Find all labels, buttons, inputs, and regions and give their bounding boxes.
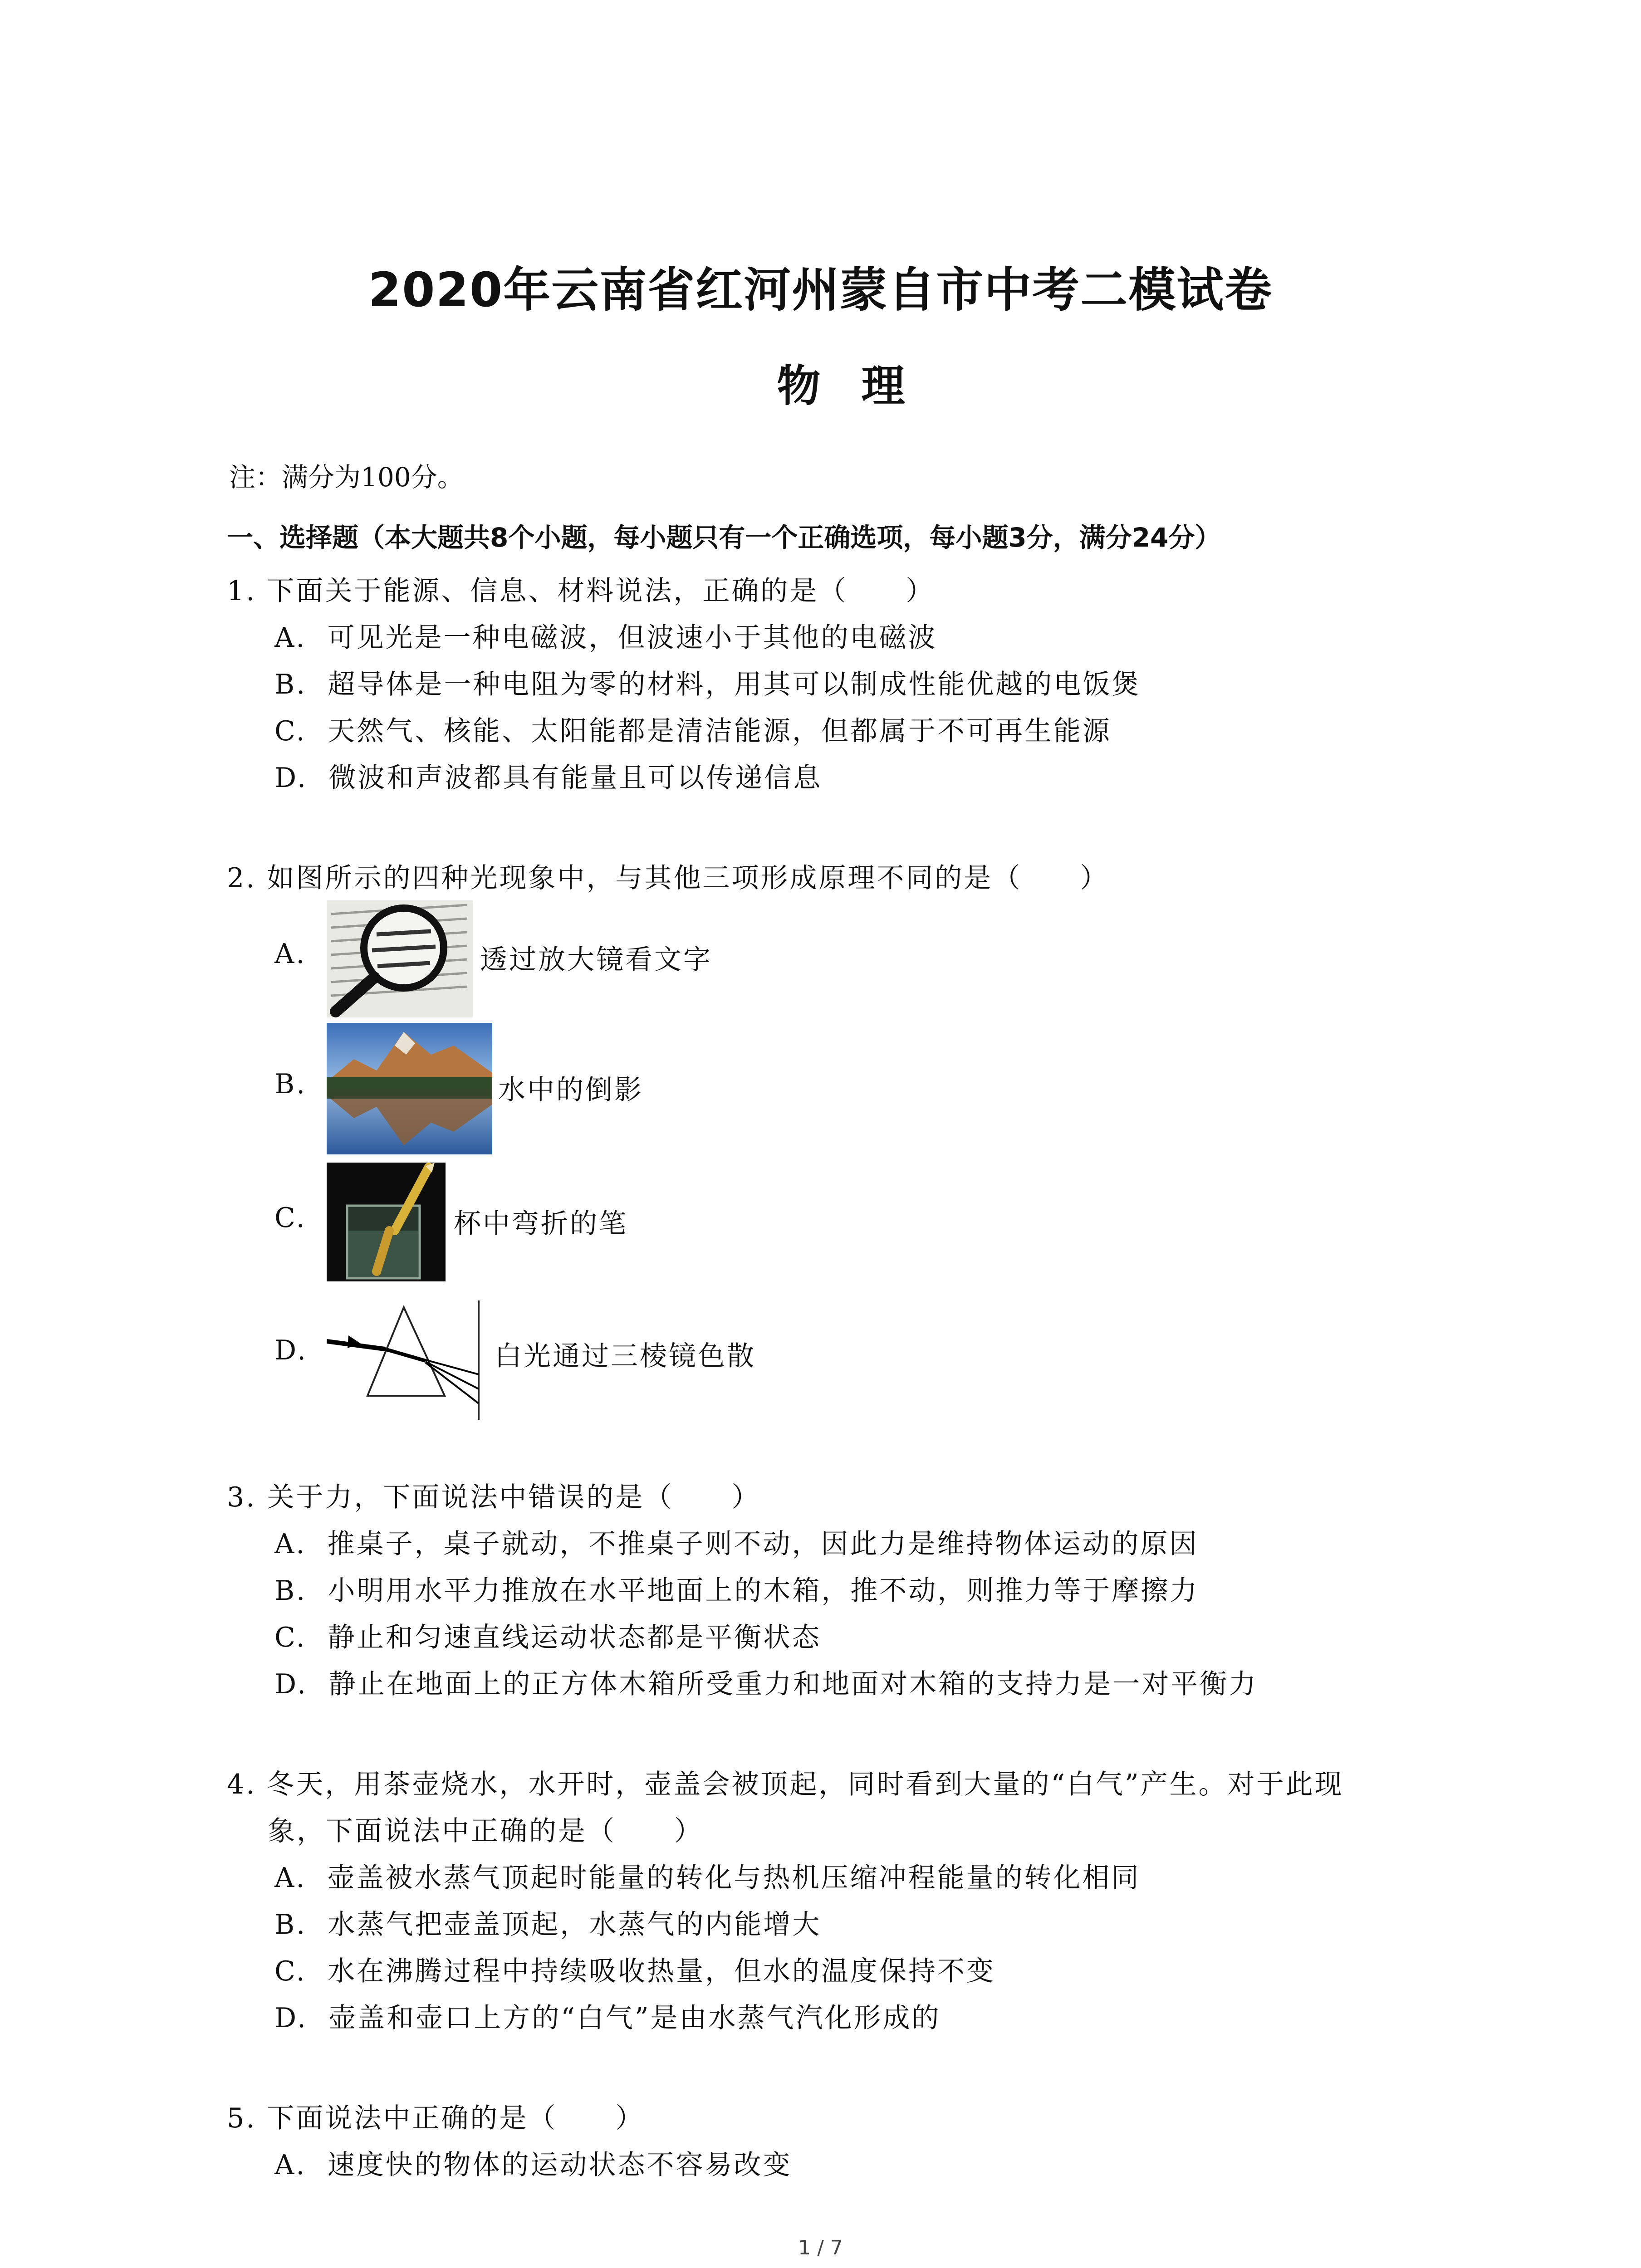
water-reflection-image: [327, 1023, 492, 1154]
question-stem-line-2: 象，下面说法中正确的是（ ）: [268, 1815, 703, 1847]
option-text: 推桌子，桌子就动，不推桌子则不动，因此力是维持物体运动的原因: [327, 1528, 1199, 1560]
option-text: 水蒸气把壶盖顶起，水蒸气的内能增大: [328, 1909, 822, 1941]
prism-dispersion-image: [327, 1298, 485, 1422]
option-d[interactable]: [274, 1662, 1258, 1701]
option-letter: A.: [274, 1862, 307, 1894]
option-text: 小明用水平力推放在水平地面上的木箱，推不动，则推力等于摩擦力: [328, 1575, 1199, 1607]
option-a-text: 透过放大镜看文字: [480, 944, 712, 976]
option-d-letter[interactable]: D.: [274, 1334, 308, 1366]
option-b[interactable]: [274, 1569, 1199, 1608]
option-a[interactable]: [274, 1522, 1199, 1561]
option-text: 超导体是一种电阻为零的材料，用其可以制成性能优越的电饭煲: [328, 669, 1141, 700]
option-d-text: 白光通过三棱镜色散: [495, 1340, 756, 1372]
option-text: 静止和匀速直线运动状态都是平衡状态: [328, 1622, 821, 1653]
page-title: 2020年云南省红河州蒙自市中考二模试卷: [368, 262, 1273, 318]
option-letter: B.: [274, 669, 307, 700]
option-text: 静止在地面上的正方体木箱所受重力和地面对木箱的支持力是一对平衡力: [328, 1668, 1258, 1700]
option-letter: D.: [274, 2002, 308, 2034]
option-c[interactable]: [274, 709, 1112, 748]
option-letter: A.: [274, 622, 307, 654]
question-stem: 5. 下面说法中正确的是（ ）: [227, 2102, 645, 2134]
option-text: 壶盖被水蒸气顶起时能量的转化与热机压缩冲程能量的转化相同: [327, 1862, 1141, 1894]
option-letter: C.: [274, 1955, 307, 1987]
magnifier-image: [327, 900, 473, 1017]
option-c-letter[interactable]: C.: [274, 1202, 307, 1234]
option-letter: D.: [274, 1668, 308, 1700]
question-stem: 1. 下面关于能源、信息、材料说法，正确的是（ ）: [227, 575, 935, 607]
option-letter: C.: [274, 715, 307, 747]
section-heading: 一、选择题（本大题共8个小题，每小题只有一个正确选项，每小题3分，满分24分）: [227, 522, 1221, 553]
option-a[interactable]: [274, 2143, 792, 2182]
pencil-in-cup-image: [327, 1163, 446, 1281]
option-a-letter[interactable]: A.: [274, 938, 307, 970]
score-note: 注：满分为100分。: [229, 462, 464, 493]
option-d[interactable]: [274, 756, 822, 795]
question-stem: 3. 关于力，下面说法中错误的是（ ）: [227, 1481, 761, 1513]
option-c[interactable]: [274, 1950, 995, 1989]
option-b[interactable]: [274, 663, 1141, 702]
option-letter: B.: [274, 1575, 307, 1607]
option-a[interactable]: [274, 616, 937, 655]
page-number: 1 / 7: [798, 2236, 843, 2259]
option-b-text: 水中的倒影: [498, 1074, 643, 1106]
option-b-letter[interactable]: B.: [274, 1068, 307, 1100]
option-a[interactable]: [274, 1856, 1141, 1895]
question-stem-line-1: 4. 冬天，用茶壶烧水，水开时，壶盖会被顶起，同时看到大量的“白气”产生。对于此现: [227, 1769, 1344, 1800]
subject-title: 物理: [777, 361, 946, 411]
option-text: 可见光是一种电磁波，但波速小于其他的电磁波: [327, 622, 937, 654]
option-letter: C.: [274, 1622, 307, 1653]
option-text: 速度快的物体的运动状态不容易改变: [327, 2149, 792, 2181]
option-text: 天然气、核能、太阳能都是清洁能源，但都属于不可再生能源: [328, 715, 1112, 747]
option-text: 壶盖和壶口上方的“白气”是由水蒸气汽化形成的: [328, 2002, 941, 2034]
option-c-text: 杯中弯折的笔: [454, 1208, 628, 1240]
option-letter: A.: [274, 2149, 307, 2181]
option-letter: D.: [274, 762, 308, 794]
question-stem: 2. 如图所示的四种光现象中，与其他三项形成原理不同的是（ ）: [227, 862, 1109, 894]
option-c[interactable]: [274, 1616, 821, 1655]
option-text: 微波和声波都具有能量且可以传递信息: [328, 762, 823, 794]
option-letter: A.: [274, 1528, 307, 1560]
option-d[interactable]: [274, 1996, 941, 2035]
option-letter: B.: [274, 1909, 307, 1941]
option-text: 水在沸腾过程中持续吸收热量，但水的温度保持不变: [328, 1955, 995, 1987]
option-b[interactable]: [274, 1903, 821, 1942]
